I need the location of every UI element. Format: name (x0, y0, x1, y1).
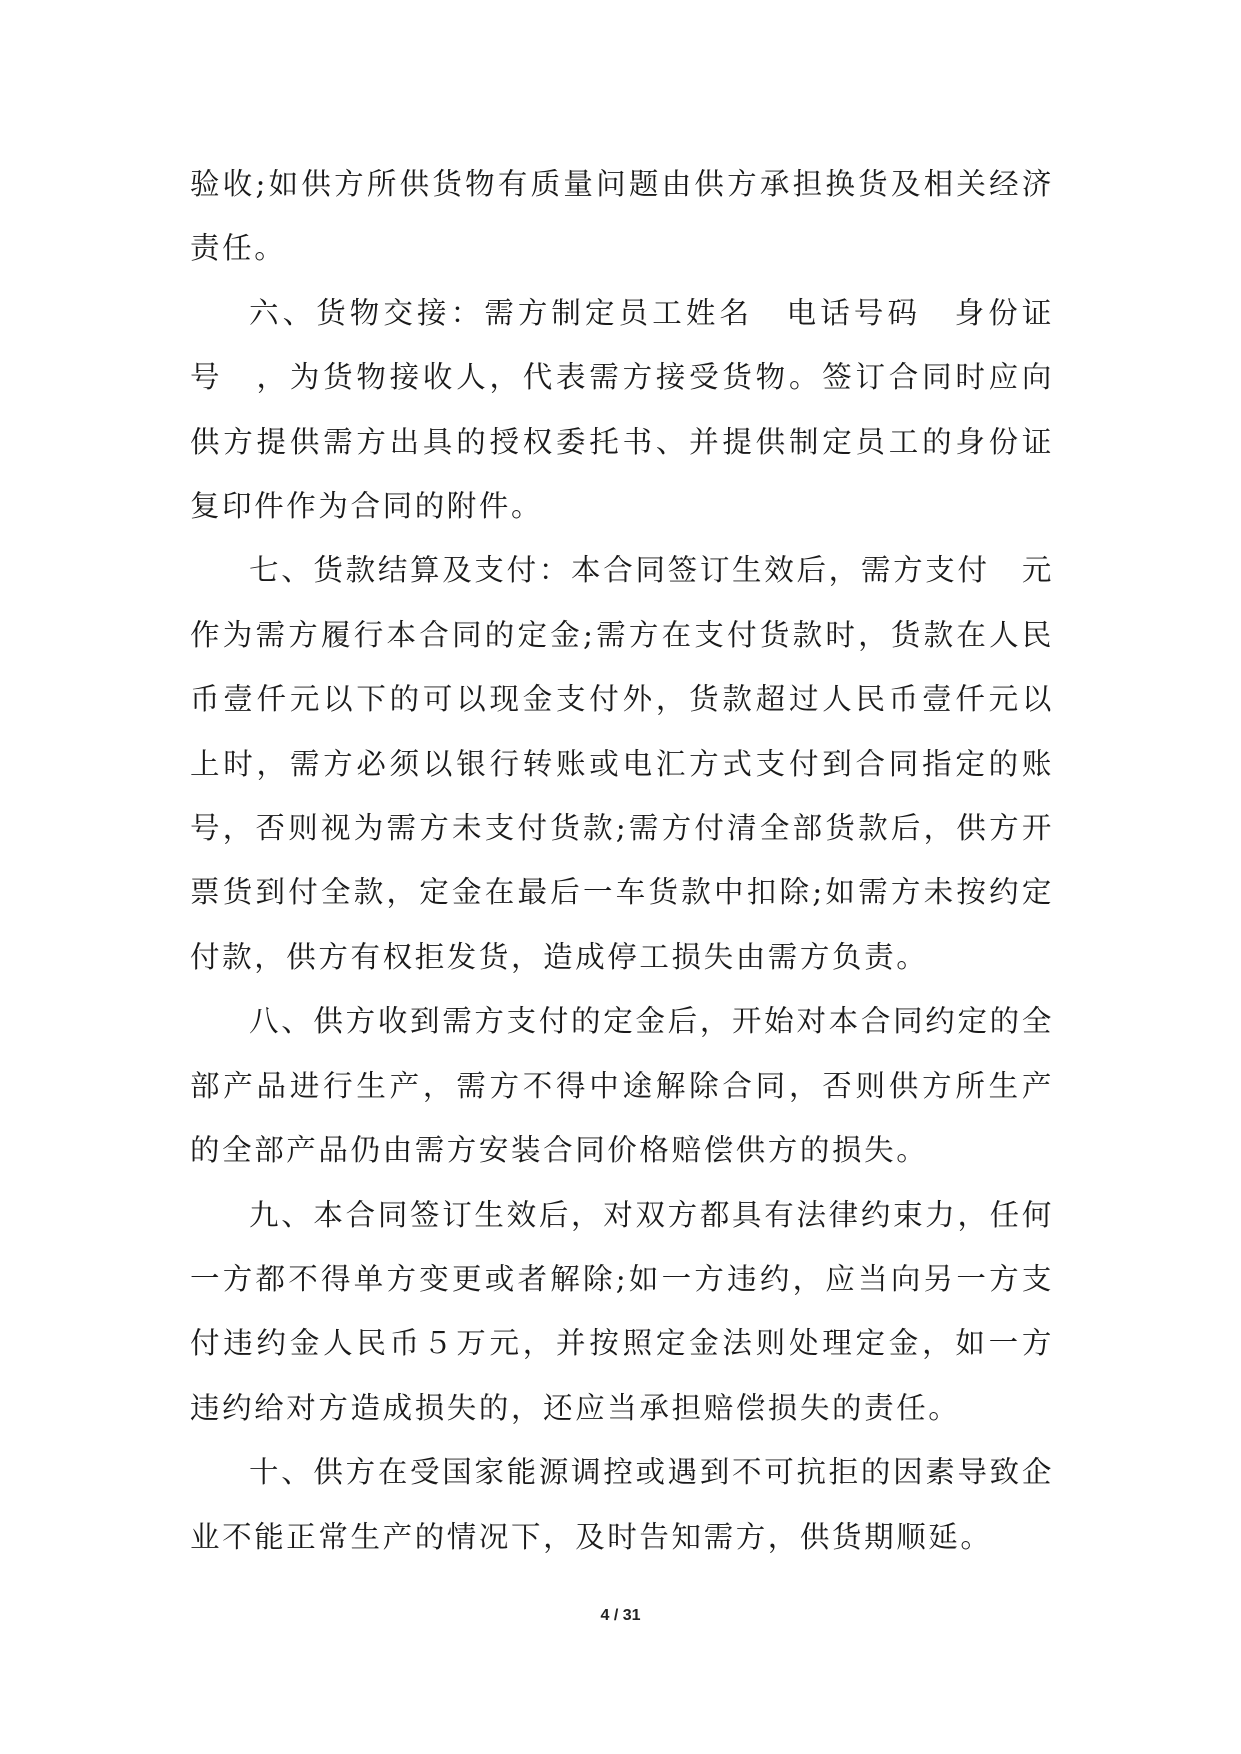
document-body (190, 152, 1054, 1569)
paragraph-clause-9: 九、本合同签订生效后，对双方都具有法律约束力，任何一方都不得单方变更或者解除;如一方违约，应当向另一方支付违约金人民币５万元，并按照定金法则处理定金，如一方违约给对方造成损失的，还应当承担赔偿损失的责任。 (190, 1197, 1054, 1425)
paragraph-clause-6: 六、货物交接：需方制定员工姓名 电话号码 身份证号 ，为货物接收人，代表需方接受货物。签订合同时应向供方提供需方出具的授权委托书、并提供制定员工的身份证复印件作为合同的附件。 (190, 295, 1054, 524)
paragraph-clause-10: 十、供方在受国家能源调控或遇到不可抗拒的因素导致企业不能正常生产的情况下，及时告知需方，供货期顺延。 (190, 1455, 1054, 1554)
paragraph-clause-7: 七、货款结算及支付：本合同签订生效后，需方支付 元作为需方履行本合同的定金;需方在支付货款时，货款在人民币壹仟元以下的可以现金支付外，货款超过人民币壹仟元以上时，需方必须以银行转账或电汇方式支付到合同指定的账号，否则视为需方未支付货款;需方付清全部货款后，供方开票货到付全款，定金在最后一车货款中扣除;如需方未按约定付款，供方有权拒发货，造成停工损失由需方负责。 (190, 553, 1054, 974)
page-number: 4 / 31 (600, 1607, 641, 1624)
paragraph-clause-8: 八、供方收到需方支付的定金后，开始对本合同约定的全部产品进行生产，需方不得中途解除合同，否则供方所生产的全部产品仍由需方安装合同价格赔偿供方的损失。 (190, 1004, 1054, 1168)
paragraph-continued: 验收;如供方所供货物有质量问题由供方承担换货及相关经济责任。 (190, 167, 1054, 266)
